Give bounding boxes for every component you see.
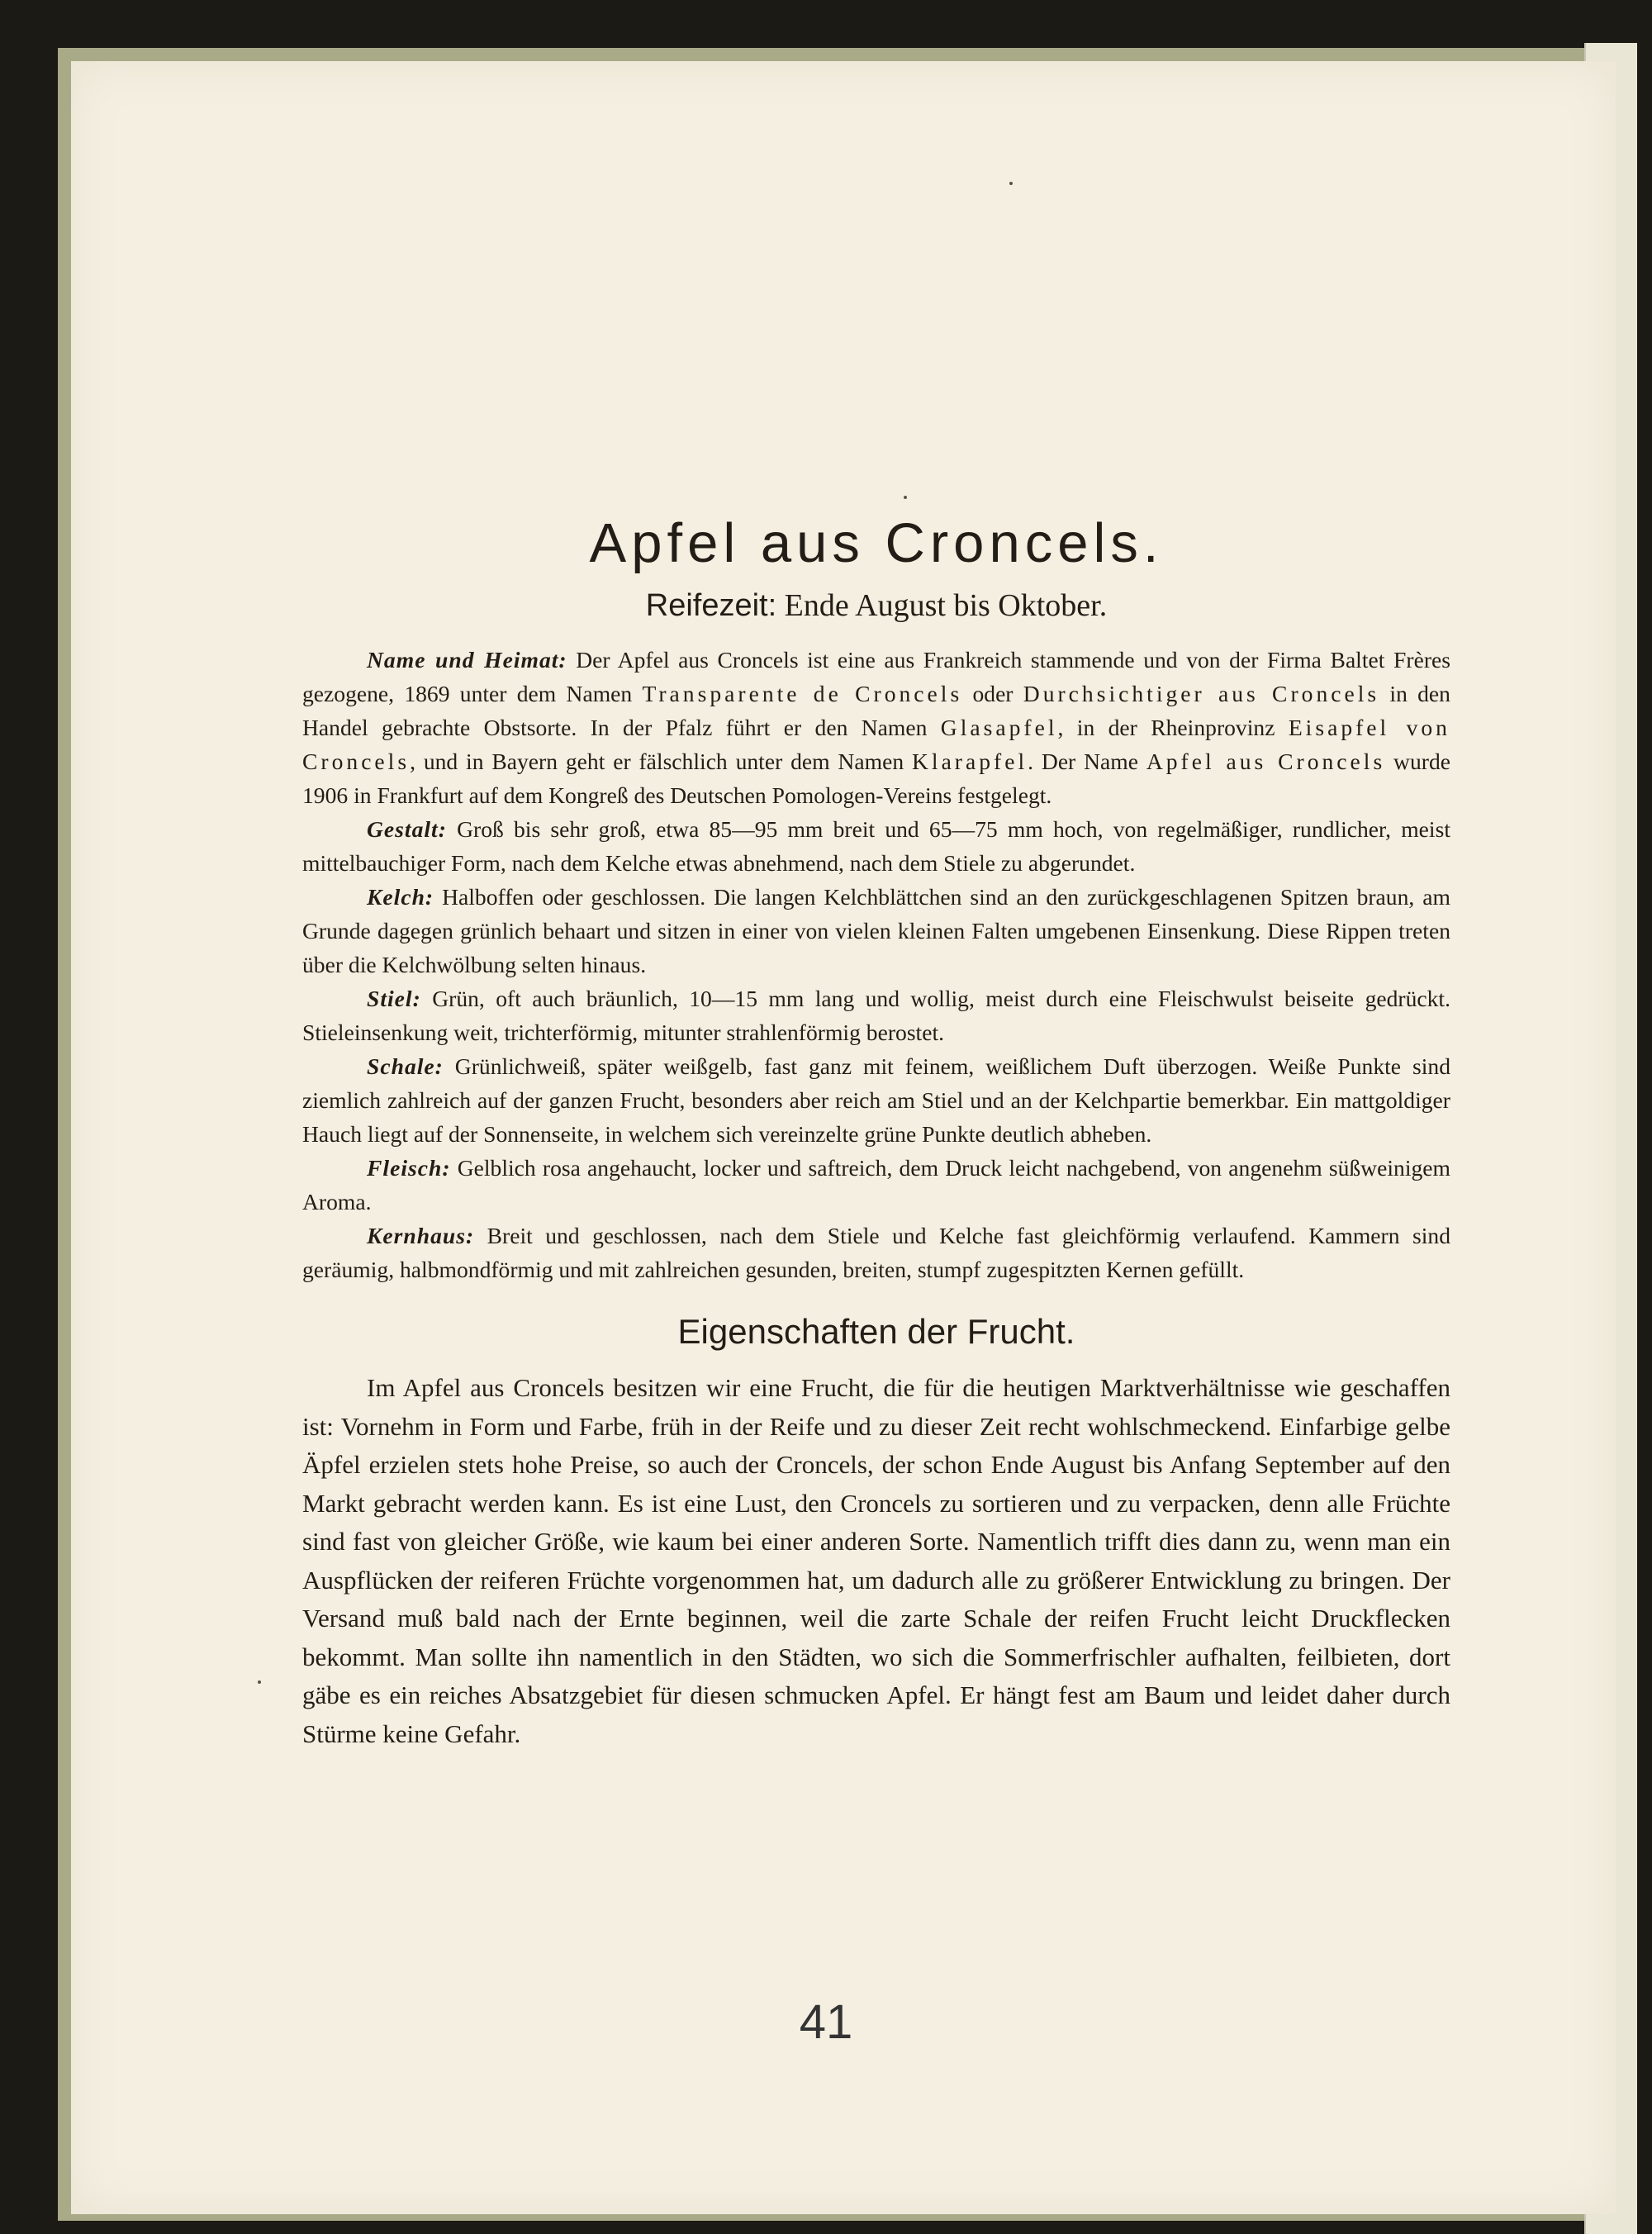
label-schale: Schale: bbox=[367, 1053, 444, 1079]
ripening-time bbox=[302, 582, 1450, 630]
label-name-heimat: Name und Heimat: bbox=[367, 647, 567, 673]
page-content bbox=[302, 506, 1450, 1753]
text-fragment: , und in Bayern geht er fälschlich unter dem Namen bbox=[410, 749, 904, 774]
text-fragment: . Der Name bbox=[1028, 749, 1138, 774]
paragraph-fleisch bbox=[302, 1151, 1450, 1219]
body-paragraph: Im Apfel aus Croncels besitzen wir eine Frucht, die für die heutigen Marktverhältnisse wie geschaffen ist: Vornehm in Form und Farbe, früh in der Reife und zu dieser Zeit recht wohlschmeckend. Einfarbige gelbe Äpfel erzielen stets hohe Preise, so auch der Croncels, der schon Ende August bis Anfang September auf den Markt gebracht werden kann. Es ist eine Lust, den Croncels zu sortieren und zu verpacken, denn alle Früchte sind fast von gleicher Größe, wie kaum bei einer anderen Sorte. Namentlich trifft dies dann zu, wenn man ein Auspflücken der reiferen Früchte vorgenommen hat, um dadurch alle zu größerer Entwicklung zu bringen. Der Versand muß bald nach der Ernte beginnen, weil die zarte Schale der reifen Frucht leicht Druckflecken bekommt. Man sollte ihn namentlich in den Städten, wo sich die Sommerfrischler aufhalten, feilbieten, dort gäbe es ein reiches Absatzgebiet für diesen schmucken Apfel. Er hängt fest am Baum und leidet daher durch Stürme keine Gefahr. bbox=[302, 1373, 1450, 1748]
label-kernhaus: Kernhaus: bbox=[367, 1223, 475, 1248]
text-fragment: oder bbox=[972, 681, 1014, 706]
paragraph-gestalt bbox=[302, 812, 1450, 880]
paragraph-kernhaus bbox=[302, 1219, 1450, 1286]
paragraph-schale bbox=[302, 1049, 1450, 1151]
paper-speck bbox=[1009, 182, 1013, 185]
variety-name: Apfel aus Croncels bbox=[1146, 749, 1386, 774]
text-fragment: in den Handel gebrachte Obstsorte. In der Pfalz führt er den Namen bbox=[302, 681, 1450, 740]
page-title: Apfel aus Croncels. bbox=[589, 512, 1164, 574]
description-section bbox=[302, 643, 1450, 1286]
variety-name: Durchsichtiger aus Croncels bbox=[1023, 681, 1380, 706]
text-fleisch: Gelblich rosa angehaucht, locker und saftreich, dem Druck leicht nachgebend, von angenehm süßweinigem Aroma. bbox=[302, 1155, 1450, 1214]
text-schale: Grünlichweiß, später weißgelb, fast ganz mit feinem, weißlichem Duft überzogen. Weiße Punkte sind ziemlich zahlreich auf der ganzen Frucht, besonders aber reich am Stiel und an der Kelchpartie bemerkbar. Ein mattgoldiger Hauch liegt auf der Sonnenseite, in welchem sich vereinzelte grüne Punkte deutlich abheben. bbox=[302, 1053, 1450, 1147]
label-stiel: Stiel: bbox=[367, 986, 421, 1011]
ripening-value: Ende August bis Oktober. bbox=[784, 588, 1108, 623]
variety-name: Eisapfel von Croncels bbox=[302, 715, 1450, 774]
variety-name: Glasapfel bbox=[940, 715, 1058, 740]
text-fragment: Der Apfel aus Croncels ist eine aus Frankreich stammende und von der Firma Baltet Frères gezogene, 1869 unter dem Namen bbox=[302, 647, 1450, 706]
paper-speck bbox=[904, 496, 907, 499]
variety-name: Klarapfel bbox=[911, 749, 1028, 774]
text-fragment: , in der Rheinprovinz bbox=[1057, 715, 1275, 740]
paragraph-kelch bbox=[302, 880, 1450, 982]
paper-speck bbox=[258, 1680, 261, 1684]
variety-name: Transparente de Croncels bbox=[642, 681, 963, 706]
text-gestalt: Groß bis sehr groß, etwa 85—95 mm breit und 65—75 mm hoch, von regelmäßiger, rundlicher, meist mittelbauchiger Form, nach dem Kelche etwas abnehmend, nach dem Stiele zu abgerundet. bbox=[302, 816, 1451, 876]
text-stiel: Grün, oft auch bräunlich, 10—15 mm lang und wollig, meist durch eine Fleischwulst beiseite gedrückt. Stieleinsenkung weit, trichterförmig, mitunter strahlenförmig berostet. bbox=[302, 986, 1450, 1045]
label-gestalt: Gestalt: bbox=[367, 816, 447, 842]
label-fleisch: Fleisch: bbox=[367, 1155, 451, 1181]
text-kernhaus: Breit und geschlossen, nach dem Stiele und Kelche fast gleichförmig verlaufend. Kammern sind geräumig, halbmondförmig und mit zahlreichen gesunden, breiten, stumpf zugespitzten Kernen gefüllt. bbox=[302, 1223, 1450, 1282]
text-kelch: Halboffen oder geschlossen. Die langen Kelchblättchen sind an den zurückgeschlagenen Spitzen braun, am Grunde dagegen grünlich behaart und sitzen in einer von vielen kleinen Falten umgebenen Einsenkung. Diese Rippen treten über die Kelchwölbung selten hinaus. bbox=[302, 884, 1450, 977]
paragraph-stiel bbox=[302, 982, 1450, 1049]
ripening-label: Reifezeit: bbox=[645, 588, 777, 623]
page-number: 41 bbox=[799, 1995, 853, 2049]
text-fragment: wurde 1906 in Frankfurt auf dem Kongreß des Deutschen Pomologen-Vereins festgelegt. bbox=[302, 749, 1451, 808]
paragraph-name-heimat bbox=[302, 643, 1450, 812]
section-heading: Eigenschaften der Frucht. bbox=[677, 1312, 1075, 1351]
label-kelch: Kelch: bbox=[367, 884, 434, 910]
